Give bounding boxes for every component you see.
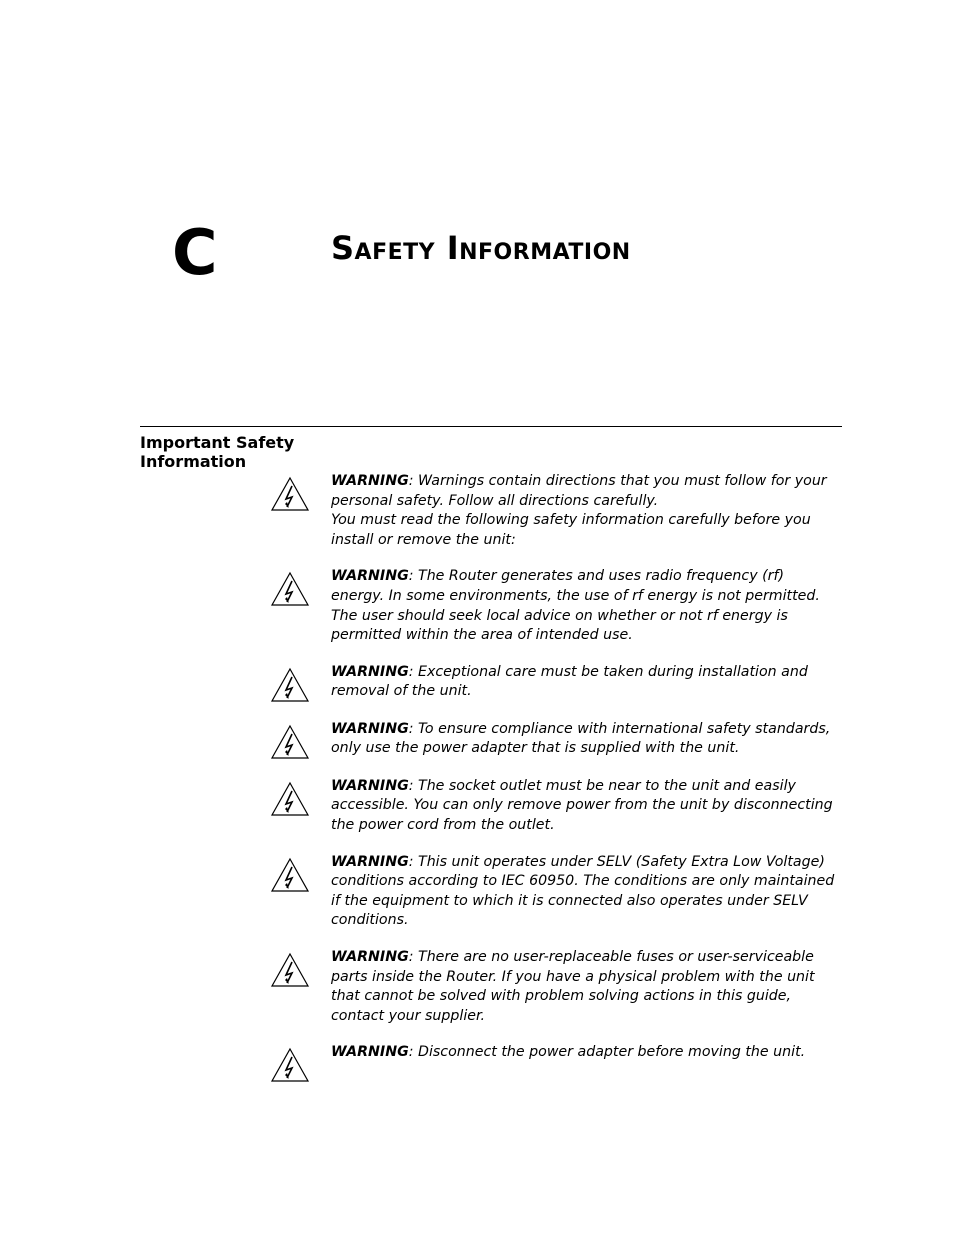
warning-text xyxy=(331,567,841,645)
chapter-title: Safety Information xyxy=(331,229,631,267)
warning-text xyxy=(331,948,841,1026)
warning-message: : There are no user-replaceable fuses or user-serviceable parts inside the Router. If you have a physical problem with the unit that cannot be solved with problem solving actions in this guide, contact your supplier. xyxy=(331,948,815,1024)
warning-label: WARNING xyxy=(331,473,409,489)
warning-text xyxy=(331,1043,841,1063)
warning-item xyxy=(270,472,850,550)
electrical-hazard-icon xyxy=(270,952,310,988)
warning-text xyxy=(331,777,841,836)
electrical-hazard-icon xyxy=(270,781,310,817)
warning-label: WARNING xyxy=(331,1044,409,1061)
warning-label: WARNING xyxy=(331,777,409,794)
electrical-hazard-icon xyxy=(270,724,310,760)
warning-label: WARNING xyxy=(331,948,409,965)
electrical-hazard-icon xyxy=(270,1047,310,1083)
warning-message: : Warnings contain directions that you must follow for your personal safety. Follow all directions carefully. xyxy=(331,473,827,509)
warning-message: : Disconnect the power adapter before moving the unit. xyxy=(408,1044,806,1061)
warning-text xyxy=(331,472,841,550)
section-divider xyxy=(140,426,842,427)
electrical-hazard-icon xyxy=(270,667,310,703)
warning-item xyxy=(270,777,850,836)
electrical-hazard-icon xyxy=(270,571,310,607)
warning-text xyxy=(331,853,841,931)
warning-item xyxy=(270,948,850,1026)
warning-item xyxy=(270,663,850,703)
warning-label: WARNING xyxy=(331,663,409,680)
warning-list xyxy=(270,472,850,1100)
warning-item xyxy=(270,1043,850,1083)
section-heading: Important Safety Information xyxy=(140,433,295,471)
warning-message: : To ensure compliance with international safety standards, only use the power adapter that is supplied with the unit. xyxy=(331,720,831,757)
warning-text xyxy=(331,720,841,759)
electrical-hazard-icon xyxy=(270,476,310,512)
warning-item xyxy=(270,567,850,645)
warning-label: WARNING xyxy=(331,853,409,870)
warning-message: : Exceptional care must be taken during installation and removal of the unit. xyxy=(331,663,808,700)
warning-text xyxy=(331,663,841,702)
electrical-hazard-icon xyxy=(270,857,310,893)
warning-label: WARNING xyxy=(331,568,409,585)
chapter-letter: C xyxy=(172,216,218,289)
warning-instruction: You must read the following safety information carefully before you install or remove the unit: xyxy=(331,512,811,548)
warning-label: WARNING xyxy=(331,720,409,737)
warning-message: : The socket outlet must be near to the unit and easily accessible. You can only remove power from the unit by disconnecting the power cord from the outlet. xyxy=(331,777,833,833)
warning-message: : This unit operates under SELV (Safety Extra Low Voltage) conditions according to IEC 60950. The conditions are only maintained if the equipment to which it is connected also operates under SELV conditions. xyxy=(331,853,835,929)
warning-item xyxy=(270,720,850,760)
warning-item xyxy=(270,853,850,931)
warning-message: : The Router generates and uses radio frequency (rf) energy. In some environments, the use of rf energy is not permitted. The user should seek local advice on whether or not rf energy is permitted within the area of intended use. xyxy=(331,568,820,644)
